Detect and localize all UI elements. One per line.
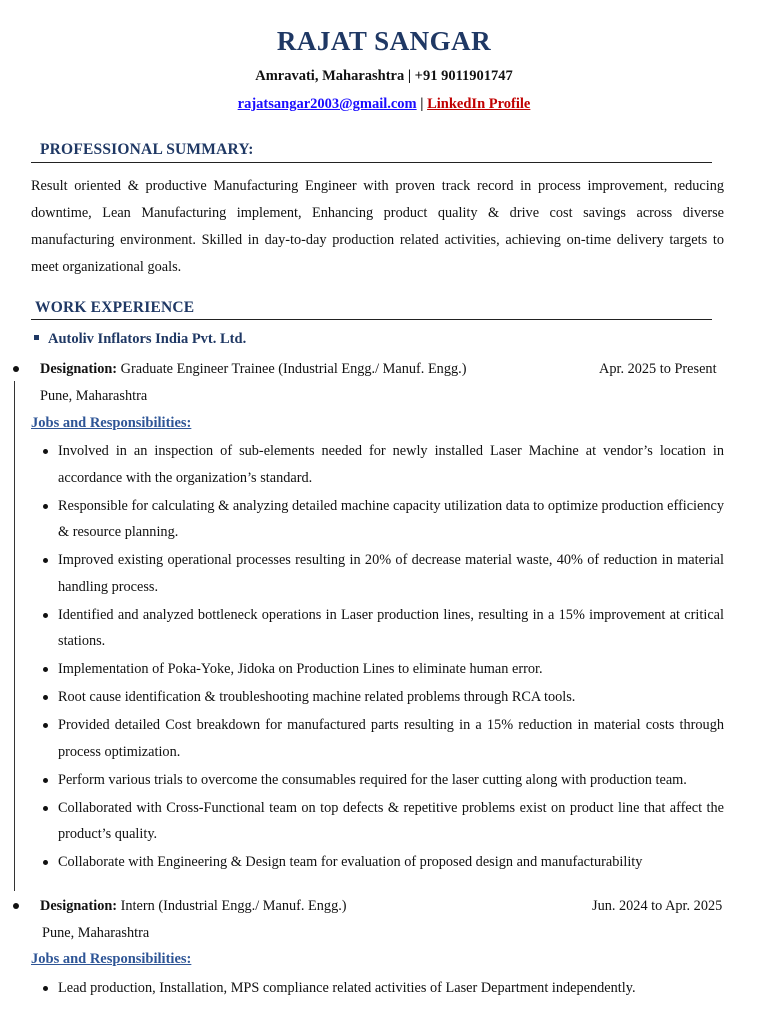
designation-title: Intern (Industrial Engg./ Manuf. Engg.) (120, 898, 347, 914)
designation-label: Designation: (40, 361, 118, 377)
responsibility-list (40, 975, 724, 1003)
role-designation (40, 361, 466, 378)
role-designation (40, 898, 347, 915)
list-item: Lead production, Installation, MPS compliance related activities of Laser Department independently. (40, 975, 724, 1002)
list-item: Collaborated with Cross-Functional team on top defects & repetitive problems exist on product line that affect the product’s quality. (40, 795, 724, 848)
list-item: Improved existing operational processes resulting in 20% of decrease material waste, 40% of reduction in material handling process. (40, 547, 724, 600)
role-dates: Jun. 2024 to Apr. 2025 (592, 898, 723, 914)
summary-divider (31, 162, 712, 163)
responsibility-list (40, 438, 724, 877)
role-location: Pune, Maharashtra (42, 925, 150, 941)
list-item: Responsible for calculating & analyzing detailed machine capacity utilization data to optimize production efficiency & resource planning. (40, 493, 724, 546)
list-item: Provided detailed Cost breakdown for manufactured parts resulting in a 15% reduction in material costs through process optimization. (40, 712, 724, 765)
role-dates: Apr. 2025 to Present (599, 361, 717, 377)
list-item: Identified and analyzed bottleneck operations in Laser production lines, resulting in a 15% improvement at critical stations. (40, 602, 724, 655)
email-link[interactable]: rajatsangar2003@gmail.com (237, 96, 417, 112)
jobs-heading: Jobs and Responsibilities: (31, 951, 192, 967)
list-item: Implementation of Poka-Yoke, Jidoka on Production Lines to eliminate human error. (40, 656, 724, 683)
jobs-heading: Jobs and Responsibilities: (31, 415, 192, 431)
designation-label: Designation: (40, 898, 118, 914)
experience-heading: WORK EXPERIENCE (35, 299, 195, 316)
list-item: Root cause identification & troubleshooting machine related problems through RCA tools. (40, 684, 724, 711)
experience-divider (31, 319, 712, 320)
designation-title: Graduate Engineer Trainee (Industrial Engg./ Manuf. Engg.) (120, 361, 467, 377)
role-timeline-line (14, 381, 15, 891)
company-name (34, 331, 246, 348)
linkedin-link[interactable]: LinkedIn Profile (427, 96, 531, 112)
company-label: Autoliv Inflators India Pvt. Ltd. (48, 331, 247, 347)
contact-info: Amravati, Maharashtra | +91 9011901747 (255, 68, 513, 84)
contact-links (0, 96, 768, 113)
list-item: Perform various trials to overcome the consumables required for the laser cutting along with production team. (40, 767, 724, 794)
list-item: Involved in an inspection of sub-elements needed for newly installed Laser Machine at vendor’s location in accordance with the organization’s standard. (40, 438, 724, 491)
role-location: Pune, Maharashtra (40, 388, 148, 404)
role-bullet-icon (13, 903, 19, 909)
list-item: Collaborate with Engineering & Design team for evaluation of proposed design and manufacturability (40, 849, 724, 876)
link-separator: | (420, 96, 424, 112)
summary-text: Result oriented & productive Manufacturing Engineer with proven track record in process improvement, reducing downtime, Lean Manufacturing implement, Enhancing product quality & drive cost savings across diverse manufacturing environment. Skilled in day-to-day production related activities, achieving on-time delivery targets to meet organizational goals. (31, 178, 724, 275)
candidate-name: RAJAT SANGAR (276, 26, 492, 56)
square-bullet-icon (34, 335, 39, 340)
summary-heading: PROFESSIONAL SUMMARY: (40, 141, 254, 158)
role-bullet-icon (13, 366, 19, 372)
